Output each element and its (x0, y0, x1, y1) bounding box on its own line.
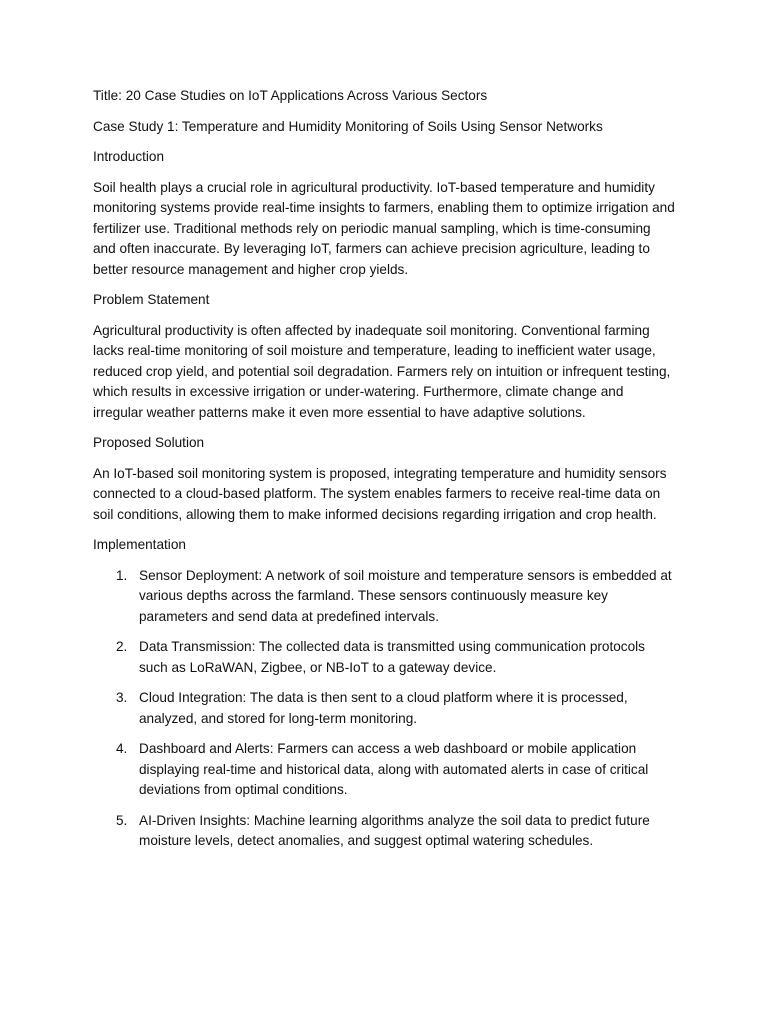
list-item-number: 2. (116, 639, 128, 654)
list-item (93, 688, 677, 729)
list-item (93, 811, 677, 852)
list-item-text: Cloud Integration: The data is then sent to a cloud platform where it is processed, analyzed, and stored for long-term monitoring. (139, 690, 628, 726)
implementation-list (93, 566, 677, 852)
list-item (93, 739, 677, 801)
list-item-number: 5. (116, 812, 128, 828)
list-item-number: 3. (116, 690, 128, 705)
list-item-text: AI-Driven Insights: Machine learning algorithms analyze the soil data to predict future moisture levels, detect anomalies, and suggest optimal watering schedules. (139, 812, 650, 848)
section-heading-introduction: Introduction (93, 149, 165, 164)
document-title: Title: 20 Case Studies on IoT Applications Across Various Sectors (93, 88, 488, 103)
list-item-text: Dashboard and Alerts: Farmers can access a web dashboard or mobile application displaying real-time and historical data, along with automated alerts in case of critical deviations from optimal conditions. (139, 741, 649, 797)
section-heading-implementation: Implementation (93, 537, 186, 552)
section-body-introduction: Soil health plays a crucial role in agricultural productivity. IoT-based temperature and humidity monitoring systems provide real-time insights to farmers, enabling them to optimize irrigation and fertilizer use. Traditional methods rely on periodic manual sampling, which is time-consuming and often inaccurate. By leveraging IoT, farmers can achieve precision agriculture, leading to better resource management and higher crop yields. (93, 179, 675, 277)
list-item (93, 566, 677, 628)
list-item-text: Sensor Deployment: A network of soil moisture and temperature sensors is embedded at various depths across the farmland. These sensors continuously measure key parameters and send data at predefined intervals. (139, 567, 672, 624)
list-item-number: 1. (116, 567, 128, 583)
section-heading-solution: Proposed Solution (93, 435, 205, 450)
list-item (93, 637, 677, 678)
section-body-problem: Agricultural productivity is often affected by inadequate soil monitoring. Conventional farming lacks real-time monitoring of soil moisture and temperature, leading to inefficient water usage, reduced crop yield, and potential soil degradation. Farmers rely on intuition or infrequent testing, which results in excessive irrigation or under-watering. Furthermore, climate change and irregular weather patterns make it even more essential to have adaptive solutions. (93, 322, 671, 420)
case-study-title: Case Study 1: Temperature and Humidity Monitoring of Soils Using Sensor Networks (93, 118, 603, 134)
list-item-text: Data Transmission: The collected data is transmitted using communication protocols such as LoRaWAN, Zigbee, or NB-IoT to a gateway device. (139, 639, 645, 675)
list-item-number: 4. (116, 741, 128, 756)
section-heading-problem: Problem Statement (93, 292, 210, 307)
section-body-solution: An IoT-based soil monitoring system is proposed, integrating temperature and humidity sensors connected to a cloud-based platform. The system enables farmers to receive real-time data on soil conditions, allowing them to make informed decisions regarding irrigation and crop health. (93, 465, 667, 522)
document-page (93, 86, 677, 862)
